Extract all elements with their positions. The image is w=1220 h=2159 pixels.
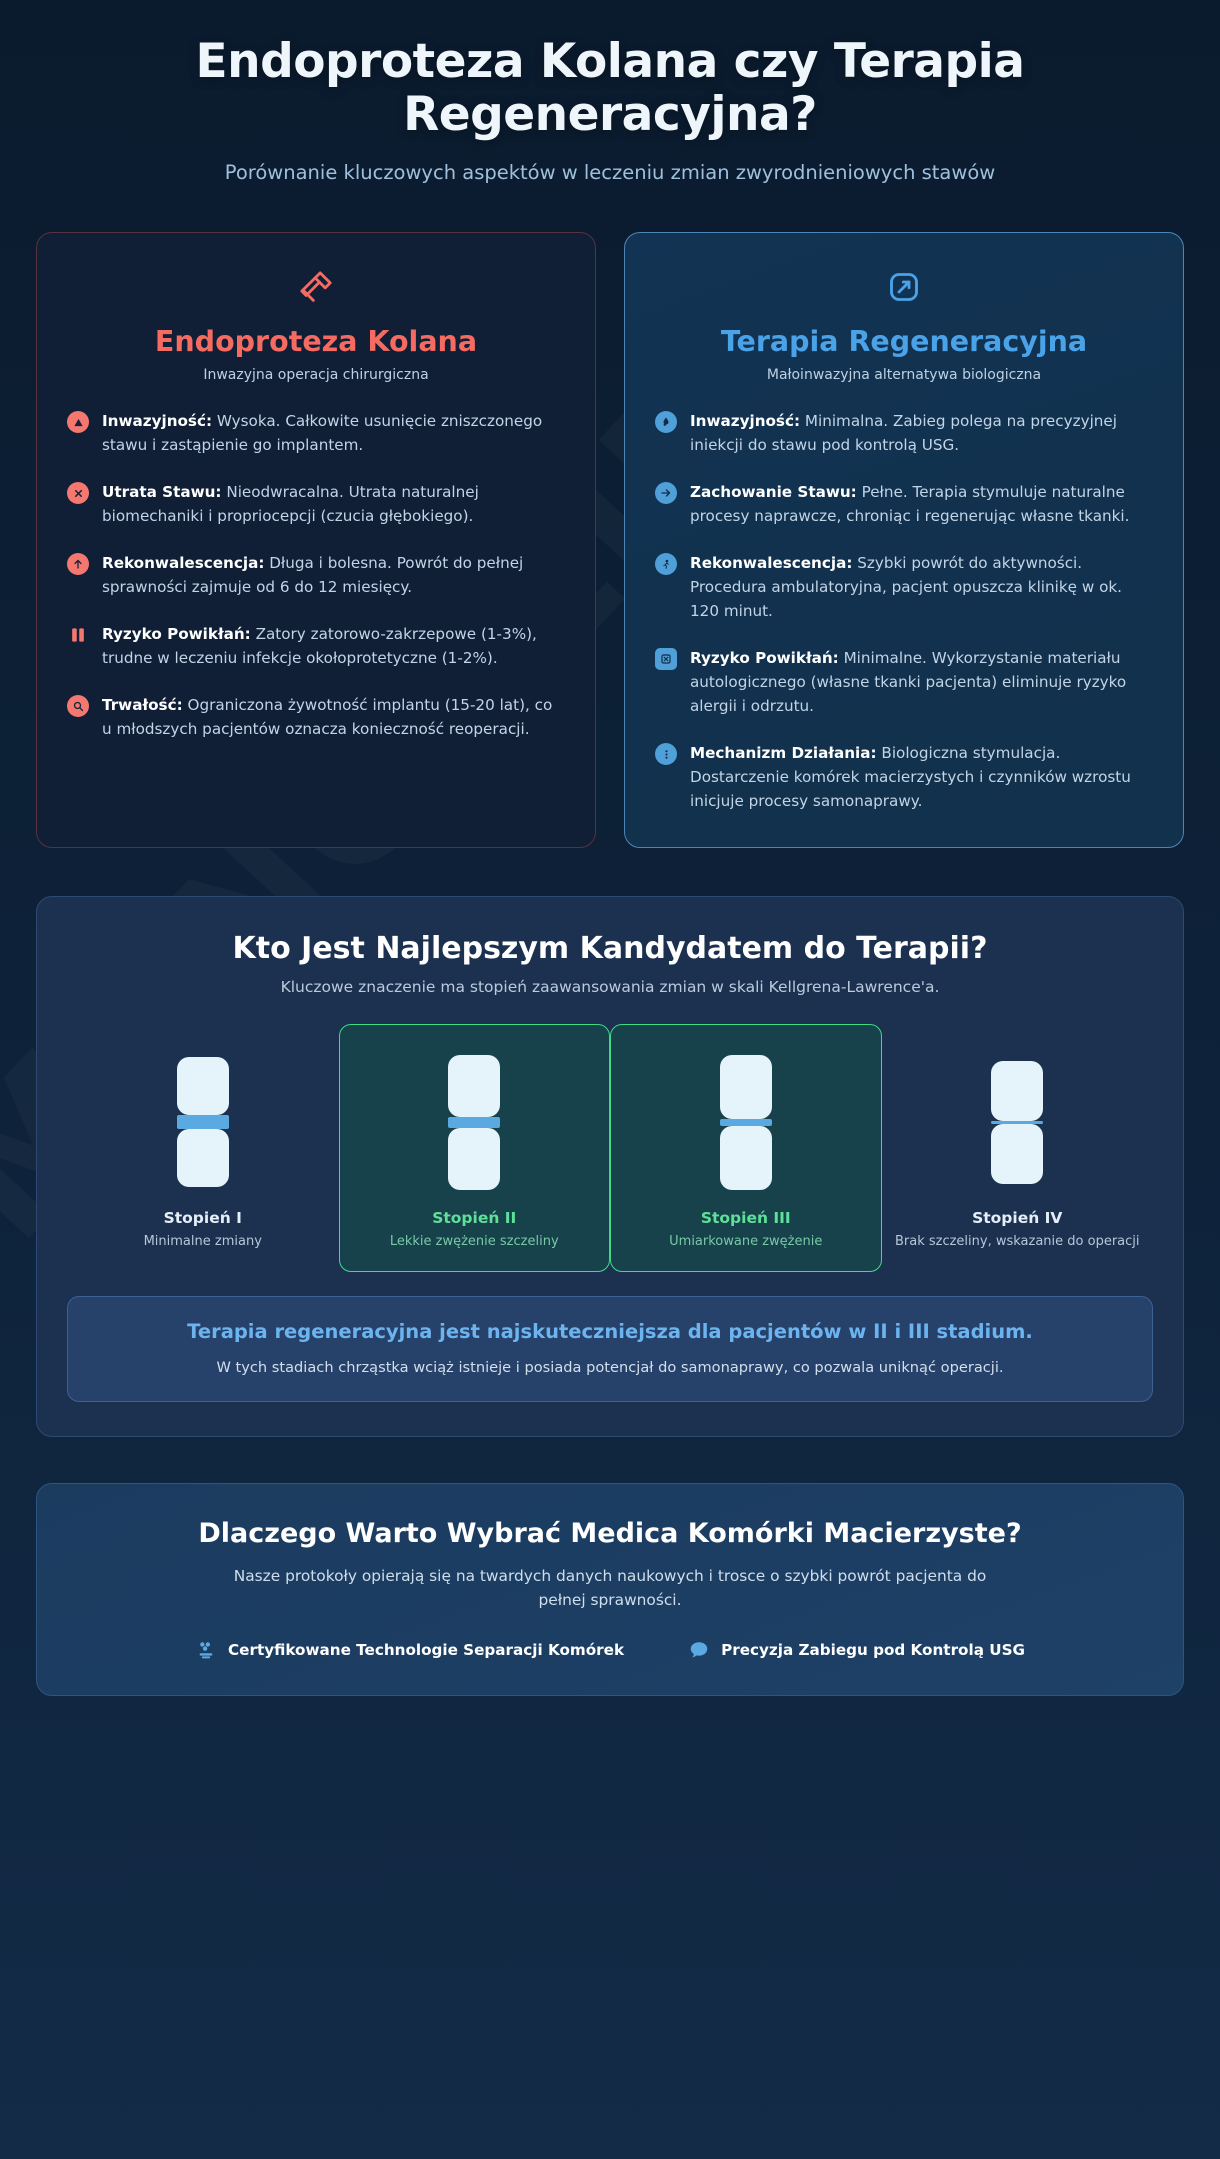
joint-gap bbox=[720, 1119, 772, 1126]
list-item-text bbox=[102, 622, 565, 670]
list-item-text bbox=[102, 409, 565, 457]
feature-list-terapia bbox=[655, 409, 1153, 813]
list-item-text bbox=[102, 480, 565, 528]
joint-diagram-1 bbox=[78, 1047, 328, 1197]
badge-label: Certyfikowane Technologie Separacji Komórek bbox=[228, 1640, 625, 1659]
page-title: Endoproteza Kolana czy Terapia Regeneracyjna? bbox=[195, 34, 1025, 142]
search-icon bbox=[67, 695, 89, 717]
list-item-label: Utrata Stawu: bbox=[102, 483, 222, 502]
list-item-label: Zachowanie Stawu: bbox=[690, 483, 857, 502]
stage-name: Stopień II bbox=[432, 1209, 517, 1228]
stage-name: Stopień IV bbox=[972, 1209, 1063, 1228]
list-item-text bbox=[690, 409, 1153, 457]
joint-diagram-3 bbox=[621, 1047, 871, 1197]
highlight-note bbox=[67, 1296, 1153, 1402]
card-title-terapia: Terapia Regeneracyjna bbox=[720, 325, 1088, 359]
list-item-body: Nieodwracalna. Utrata naturalnej biomechaniki i propriocepcji (czucia głębokiego). bbox=[102, 483, 479, 526]
footer-title: Dlaczego Warto Wybrać Medica Komórki Macierzyste? bbox=[198, 1518, 1022, 1550]
list-item-body: Pełne. Terapia stymuluje naturalne procesy naprawcze, chroniąc i regenerując własne tkanki. bbox=[690, 483, 1130, 526]
list-item bbox=[67, 480, 565, 528]
note-body: W tych stadiach chrząstka wciąż istnieje i posiada potencjał do samonaprawy, co pozwala uniknąć operacji. bbox=[216, 1359, 1004, 1377]
syringe-drop-icon bbox=[655, 411, 677, 433]
list-item-label: Mechanizm Działania: bbox=[690, 744, 877, 763]
list-item bbox=[67, 693, 565, 741]
footer-subtitle: Nasze protokoły opierają się na twardych danych naukowych i trosce o szybki powrót pacjenta do pełnej sprawności. bbox=[233, 1567, 987, 1610]
stage-desc: Minimalne zmiany bbox=[143, 1234, 262, 1250]
candidates-subtitle: Kluczowe znaczenie ma stopień zaawansowania zmian w skali Kellgrena-Lawrence'a. bbox=[280, 978, 940, 997]
list-item-body: Minimalne. Wykorzystanie materiału autologicznego (własne tkanki pacjenta) eliminuje ryzyko alergii i odrzutu. bbox=[690, 649, 1127, 716]
candidates-panel bbox=[36, 896, 1184, 1437]
list-item bbox=[655, 409, 1153, 457]
joint-gap bbox=[448, 1117, 500, 1128]
running-person-icon bbox=[655, 553, 677, 575]
stage-name: Stopień I bbox=[163, 1209, 242, 1228]
footer-panel bbox=[36, 1483, 1184, 1696]
info-dots-icon bbox=[655, 743, 677, 765]
comparison-section bbox=[36, 232, 1184, 848]
shield-check-icon bbox=[655, 648, 677, 670]
ultrasound-wave-icon bbox=[688, 1639, 710, 1661]
arrow-up-icon bbox=[67, 553, 89, 575]
list-item-text bbox=[690, 551, 1153, 623]
warning-triangle-icon bbox=[67, 411, 89, 433]
footer-badges bbox=[73, 1639, 1147, 1661]
list-item bbox=[655, 646, 1153, 718]
list-item bbox=[655, 551, 1153, 623]
x-circle-icon bbox=[67, 482, 89, 504]
bone-bottom bbox=[991, 1124, 1043, 1184]
list-item-text bbox=[690, 741, 1153, 813]
stage-card-3[interactable] bbox=[610, 1024, 882, 1272]
list-item-body: Szybki powrót do aktywności. Procedura ambulatoryjna, pacjent opuszcza klinikę w ok. 120 minut. bbox=[690, 554, 1122, 621]
joint-diagram-4 bbox=[893, 1047, 1143, 1197]
list-item-label: Trwałość: bbox=[102, 696, 183, 715]
list-item-label: Ryzyko Powikłań: bbox=[102, 625, 251, 644]
page-subtitle: Porównanie kluczowych aspektów w leczeniu zmian zwyrodnieniowych stawów bbox=[224, 161, 996, 185]
badge-ultrasound bbox=[688, 1639, 1025, 1661]
stage-desc: Brak szczeliny, wskazanie do operacji bbox=[894, 1234, 1140, 1250]
list-item bbox=[67, 409, 565, 457]
joint-diagram-2 bbox=[350, 1047, 600, 1197]
stage-card-2[interactable] bbox=[339, 1024, 611, 1272]
note-heading: Terapia regeneracyjna jest najskuteczniejsza dla pacjentów w II i III stadium. bbox=[187, 1320, 1033, 1343]
stage-scale bbox=[67, 1024, 1153, 1272]
header bbox=[36, 0, 1184, 210]
feature-list-endoproteza bbox=[67, 409, 565, 741]
list-item-body: Wysoka. Całkowite usunięcie zniszczonego stawu i zastąpienie go implantem. bbox=[102, 412, 543, 455]
card-terapia bbox=[624, 232, 1184, 848]
candidates-title: Kto Jest Najlepszym Kandydatem do Terapii? bbox=[232, 931, 988, 967]
stage-card-4[interactable] bbox=[882, 1024, 1154, 1272]
list-item-text bbox=[102, 551, 565, 599]
bone-bottom bbox=[177, 1129, 229, 1187]
list-item-body: Ograniczona żywotność implantu (15-20 lat), co u młodszych pacjentów oznacza konieczność reoperacji. bbox=[102, 696, 553, 739]
badge-certification bbox=[195, 1639, 624, 1661]
badge-label: Precyzja Zabiegu pod Kontrolą USG bbox=[721, 1640, 1025, 1659]
list-item-text bbox=[690, 646, 1153, 718]
list-item-label: Inwazyjność: bbox=[690, 412, 801, 431]
card-subtitle-endoproteza: Inwazyjna operacja chirurgiczna bbox=[203, 367, 429, 384]
card-title-endoproteza: Endoproteza Kolana bbox=[154, 325, 478, 359]
stage-card-1[interactable] bbox=[67, 1024, 339, 1272]
list-item bbox=[67, 551, 565, 599]
list-item-label: Rekonwalescencja: bbox=[102, 554, 265, 573]
list-item bbox=[67, 622, 565, 670]
list-item-label: Inwazyjność: bbox=[102, 412, 213, 431]
stage-desc: Lekkie zwężenie szczeliny bbox=[389, 1234, 559, 1250]
stage-desc: Umiarkowane zwężenie bbox=[669, 1234, 823, 1250]
pause-bars-icon bbox=[67, 624, 89, 646]
bone-bottom bbox=[448, 1128, 500, 1190]
card-endoproteza bbox=[36, 232, 596, 848]
list-item-body: Zatory zatorowo-zakrzepowe (1-3%), trudne w leczeniu infekcje okołoprotetyczne (1-2%). bbox=[102, 625, 537, 668]
list-item-body: Długa i bolesna. Powrót do pełnej sprawności zajmuje od 6 do 12 miesięcy. bbox=[102, 554, 524, 597]
list-item-label: Ryzyko Powikłań: bbox=[690, 649, 839, 668]
list-item bbox=[655, 741, 1153, 813]
stage-name: Stopień III bbox=[700, 1209, 791, 1228]
joint-gap bbox=[177, 1115, 229, 1129]
cell-injection-icon bbox=[655, 267, 1153, 311]
hammer-icon bbox=[67, 267, 565, 311]
list-item-body: Biologiczna stymulacja. Dostarczenie komórek macierzystych i czynników wzrostu inicjuje procesy samonaprawy. bbox=[690, 744, 1131, 811]
bone-top bbox=[720, 1055, 772, 1119]
list-item-body: Minimalna. Zabieg polega na precyzyjnej iniekcji do stawu pod kontrolą USG. bbox=[690, 412, 1117, 455]
bone-top bbox=[991, 1061, 1043, 1121]
list-item-text bbox=[102, 693, 565, 741]
list-item-text bbox=[690, 480, 1153, 528]
bone-top bbox=[177, 1057, 229, 1115]
list-item-label: Rekonwalescencja: bbox=[690, 554, 853, 573]
card-subtitle-terapia: Małoinwazyjna alternatywa biologiczna bbox=[766, 367, 1042, 384]
bone-bottom bbox=[720, 1126, 772, 1190]
microscope-icon bbox=[195, 1639, 217, 1661]
list-item bbox=[655, 480, 1153, 528]
bone-top bbox=[448, 1055, 500, 1117]
arrow-right-circle-icon bbox=[655, 482, 677, 504]
